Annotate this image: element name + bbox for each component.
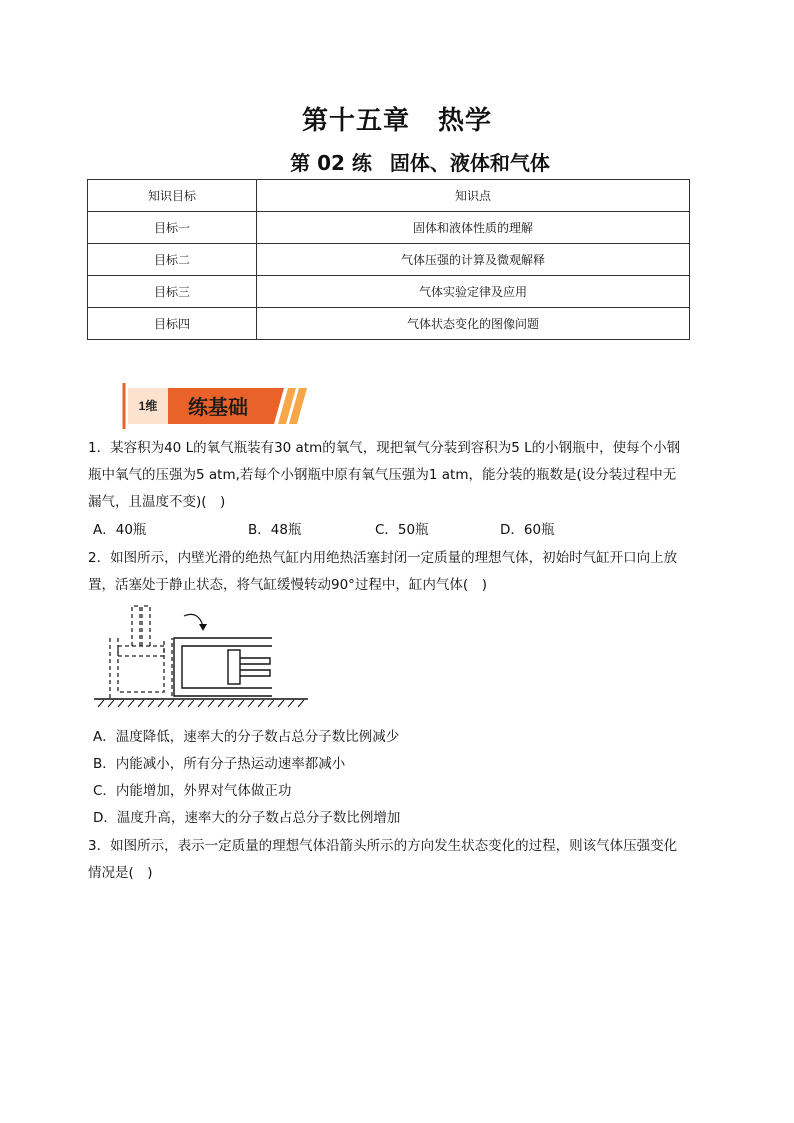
question-1-line: 1．某容积为40 L的氧气瓶装有30 atm的氧气，现把氧气分装到容积为5 L的小钢瓶中，使每个小钢 [88,440,681,456]
option-d[interactable]: D．温度升高，速率大的分子数占总分子数比例增加 [93,810,401,826]
option-c[interactable]: C．50瓶 [375,522,429,538]
table-row [88,308,690,340]
question-2-line: 置，活塞处于静止状态，将气缸缓慢转动90°过程中，缸内气体( ) [88,577,487,593]
question-1-line: 漏气，且温度不变)( ) [88,494,226,510]
question-1 [88,435,708,516]
ground-hatching [98,700,304,707]
lesson-topic: 固体、液体和气体 [389,151,550,175]
option-d[interactable]: D．60瓶 [500,522,555,538]
header-cell-point: 知识点 [257,180,690,212]
option-b[interactable]: B．48瓶 [248,522,302,538]
header-cell-goal: 知识目标 [88,180,257,212]
badge-level-text: 1维 [138,399,158,413]
arrow-head-icon [199,624,207,631]
cylinder-rotation-diagram [92,600,312,710]
question-3-line: 情况是( ) [88,865,153,881]
badge-title-text: 练基础 [188,395,248,419]
question-3 [88,833,708,887]
point-cell: 固体和液体性质的理解 [257,212,690,244]
question-number: 3． [88,838,111,854]
goals-table [87,179,690,340]
goals-table-header [88,180,690,212]
lesson-number: 第 02 练 [290,151,372,175]
option-c[interactable]: C．内能增加，外界对气体做正功 [93,783,292,799]
point-cell: 气体压强的计算及微观解释 [257,244,690,276]
goal-cell: 目标二 [88,244,257,276]
chapter-number: 第十五章 [301,106,410,136]
chapter-topic: 热学 [438,106,493,136]
upright-cylinder [110,606,172,699]
table-row [88,276,690,308]
horizontal-cylinder [174,638,272,696]
point-cell: 气体实验定律及应用 [257,276,690,308]
goal-cell: 目标四 [88,308,257,340]
point-cell: 气体状态变化的图像问题 [257,308,690,340]
question-1-line: 瓶中氧气的压强为5 atm,若每个小钢瓶中原有氧气压强为1 atm，能分装的瓶数是(设分装过程中无 [88,467,677,483]
question-3-line: 3．如图所示，表示一定质量的理想气体沿箭头所示的方向发生状态变化的过程，则该气体压强变化 [88,838,678,854]
section-badge [122,383,322,429]
lesson-title [0,147,794,176]
option-a[interactable]: A．温度降低，速率大的分子数占总分子数比例减少 [93,729,400,745]
question-2 [88,545,708,599]
option-a[interactable]: A．40瓶 [93,522,147,538]
goal-cell: 目标一 [88,212,257,244]
option-b[interactable]: B．内能减小，所有分子热运动速率都减小 [93,756,346,772]
question-number: 1． [88,440,111,456]
goal-cell: 目标三 [88,276,257,308]
question-number: 2． [88,550,111,566]
chapter-title [0,100,794,137]
table-row [88,244,690,276]
table-row [88,212,690,244]
question-2-line: 2．如图所示，内壁光滑的绝热气缸内用绝热活塞封闭一定质量的理想气体，初始时气缸开口向上放 [88,550,678,566]
